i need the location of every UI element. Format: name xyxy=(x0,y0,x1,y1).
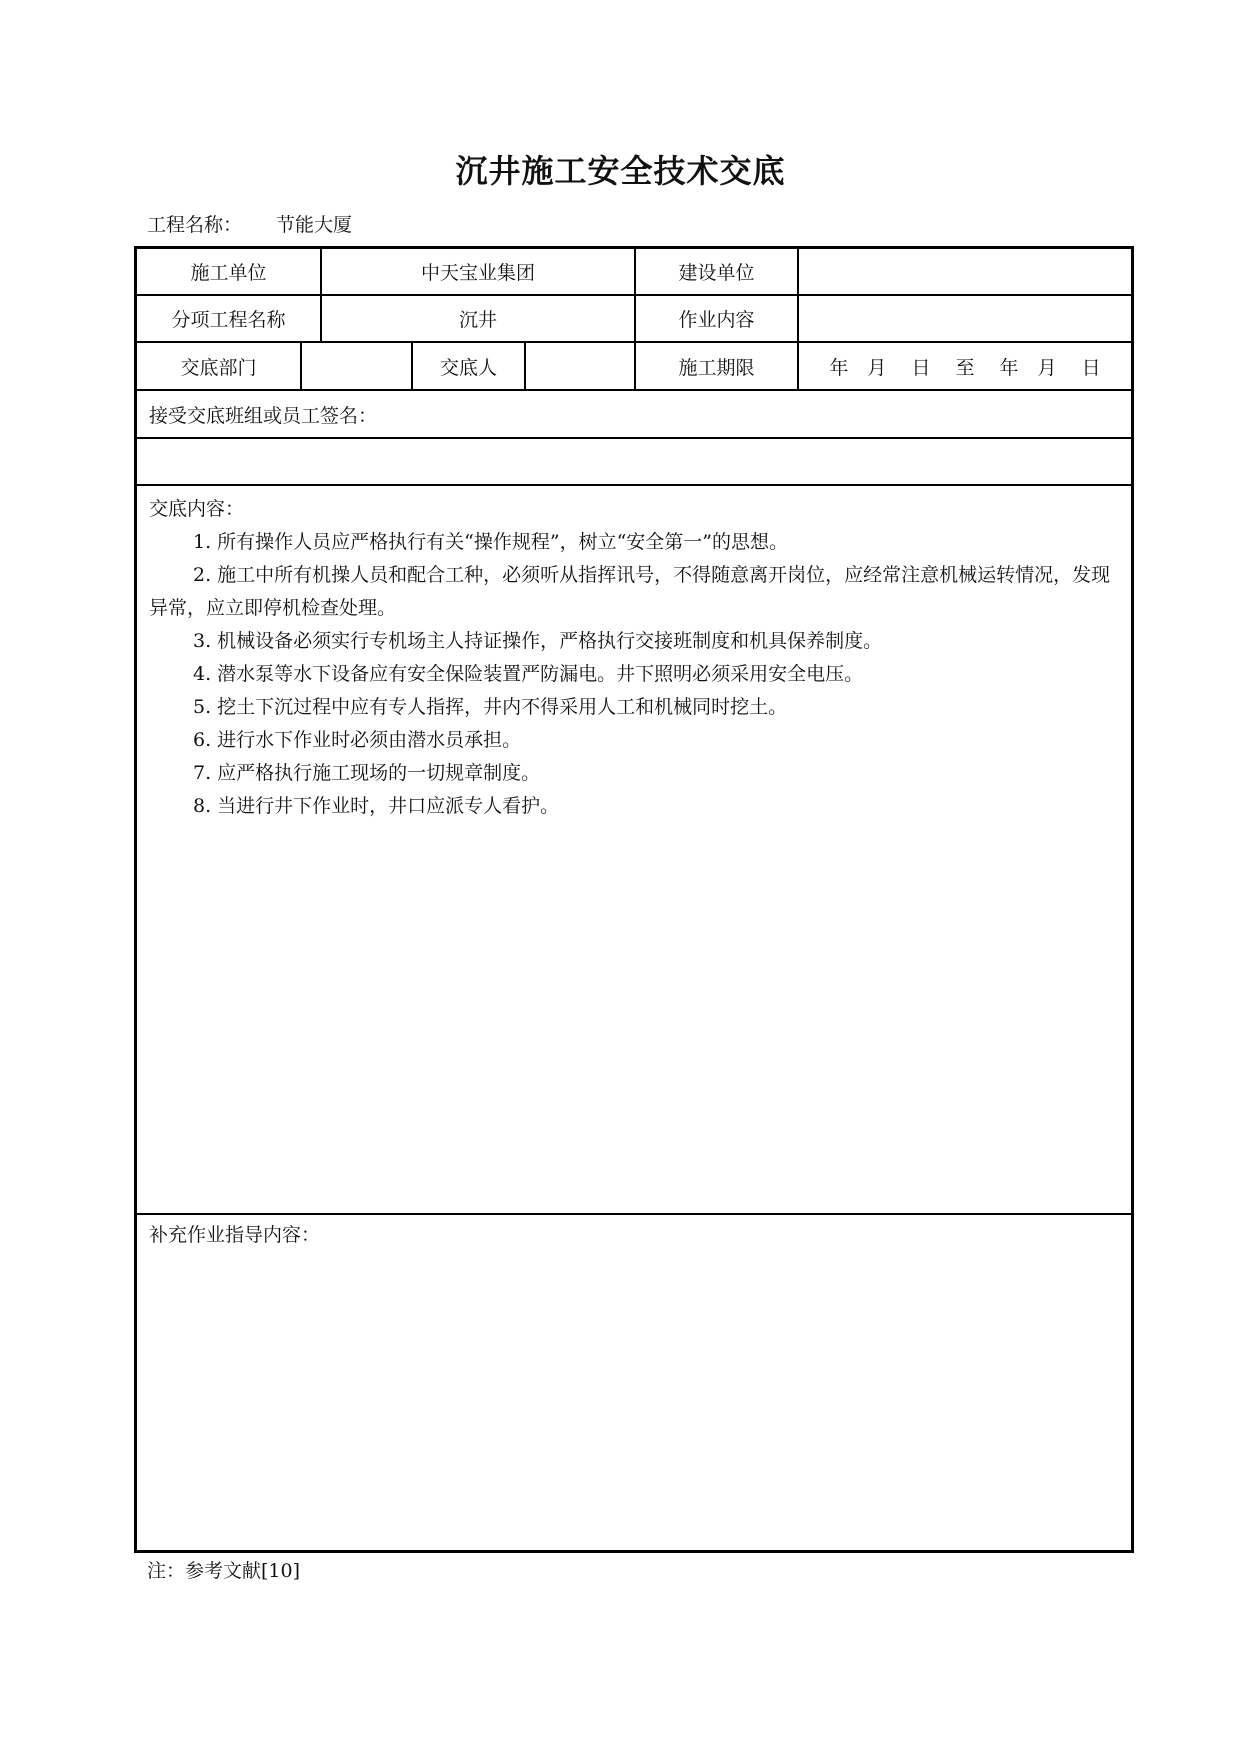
project-name-value: 节能大厦 xyxy=(276,214,353,236)
project-name-label: 工程名称： xyxy=(147,214,243,236)
content-item: 2. 施工中所有机操人员和配合工种，必须听从指挥讯号，不得随意离开岗位，应经常注意机械运转情况，发现异常，应立即停机检查处理。 xyxy=(149,564,1111,619)
briefing-dept-value xyxy=(302,343,411,389)
content-item: 7. 应严格执行施工现场的一切规章制度。 xyxy=(193,762,541,784)
row-divider xyxy=(137,1213,1131,1215)
reference-note: 注：参考文献[10] xyxy=(147,1560,301,1582)
work-content-label: 作业内容 xyxy=(678,309,755,331)
briefing-dept-label: 交底部门 xyxy=(180,356,257,379)
sub-project-value: 沉井 xyxy=(458,309,497,331)
sub-project-label: 分项工程名称 xyxy=(171,309,286,331)
signature-area xyxy=(137,439,1131,484)
content-item: 1. 所有操作人员应严格执行有关“操作规程”，树立“安全第一”的思想。 xyxy=(193,531,789,553)
construction-unit-value: 中天宝业集团 xyxy=(420,262,535,284)
content-item: 4. 潜水泵等水下设备应有安全保险装置严防漏电。井下照明必须采用安全电压。 xyxy=(193,663,864,685)
supplement-label: 补充作业指导内容： xyxy=(149,1224,321,1246)
construction-period-label: 施工期限 xyxy=(678,356,755,379)
content-item: 8. 当进行井下作业时，井口应派专人看护。 xyxy=(193,795,560,817)
signature-label: 接受交底班组或员工签名： xyxy=(149,404,378,427)
briefing-content xyxy=(149,493,1119,823)
owner-unit-label: 建设单位 xyxy=(678,262,755,284)
safety-briefing-form xyxy=(134,246,1134,1553)
content-item: 6. 进行水下作业时必须由潜水员承担。 xyxy=(193,729,522,751)
row-divider xyxy=(137,484,1131,486)
document-title: 沉井施工安全技术交底 xyxy=(455,152,786,190)
briefing-content-label: 交底内容： xyxy=(149,498,245,520)
work-content-value xyxy=(799,296,1131,341)
supplement-section xyxy=(149,1219,1119,1252)
construction-period-value: 年 月 日 至 年 月 日 xyxy=(829,356,1101,379)
briefing-person-value xyxy=(526,343,634,389)
owner-unit-value xyxy=(799,249,1131,294)
content-item: 3. 机械设备必须实行专机场主人持证操作，严格执行交接班制度和机具保养制度。 xyxy=(193,630,883,652)
project-name-line xyxy=(147,210,352,237)
briefing-person-label: 交底人 xyxy=(439,356,497,379)
construction-unit-label: 施工单位 xyxy=(190,262,267,284)
content-item: 5. 挖土下沉过程中应有专人指挥，井内不得采用人工和机械同时挖土。 xyxy=(193,696,788,718)
